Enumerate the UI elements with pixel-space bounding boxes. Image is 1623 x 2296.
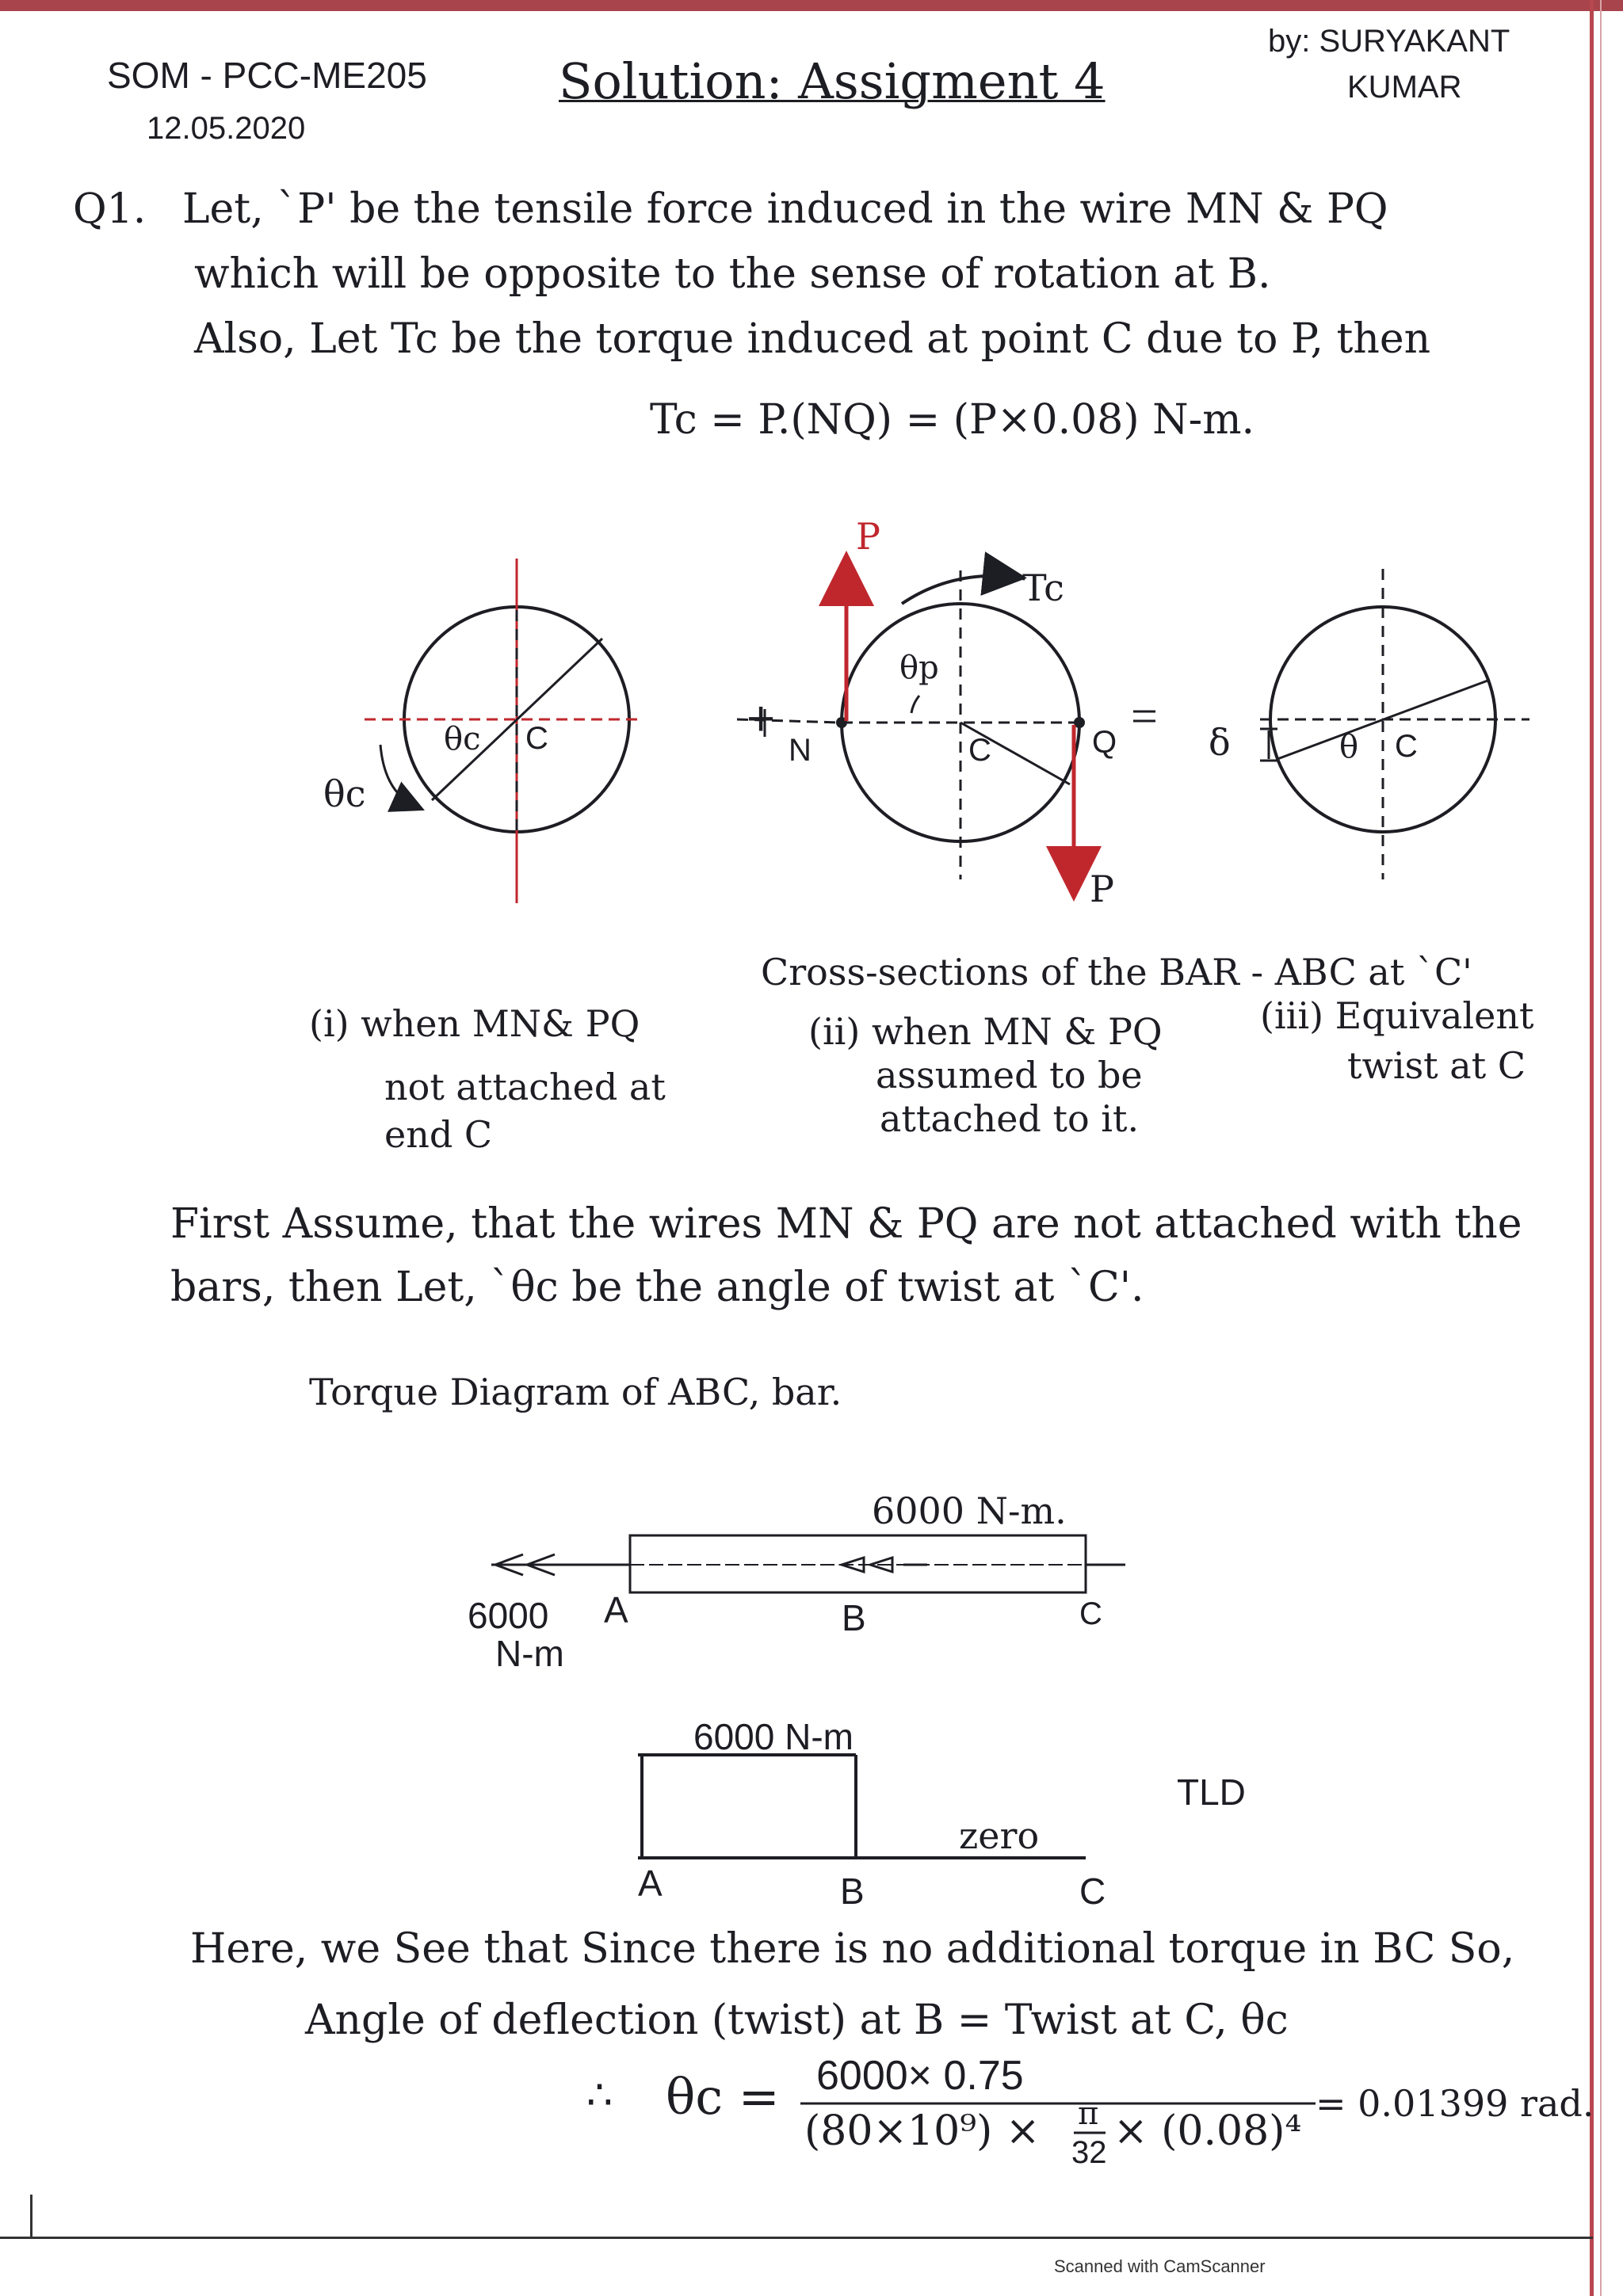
theta-p-label: θp [899,650,939,686]
right-cross-section [1260,569,1529,879]
theta-c-result: = 0.01399 rad. [1316,2082,1594,2125]
conclusion-line-2: Angle of deflection (twist) at B = Twist at C, θc [305,1997,1289,2044]
bar-label-c: C [1079,1596,1102,1631]
case-1-line-3: end C [384,1113,493,1156]
left-torque-unit: N-m [495,1633,564,1674]
left-center-label: C [525,721,548,756]
plus-sign: + [747,692,776,746]
p-top-label: P [856,515,880,558]
question-number: Q1. [73,185,147,233]
fraction-denominator-b: × (0.08)⁴ [1113,2107,1302,2155]
author-line-1: by: SURYAKANT [1268,24,1510,59]
question-line-1: Let, `P' be the tensile force induced in the wire MN & PQ [182,185,1388,233]
tld-label-c: C [1079,1871,1106,1912]
left-torque-value: 6000 [468,1595,549,1636]
case-1-line-2: not attached at [384,1066,666,1108]
case-3-line-1: (iii) Equivalent [1260,994,1534,1037]
top-torque-label: 6000 N-m. [872,1489,1067,1532]
right-theta-label: θ [1339,729,1359,765]
case-2-line-2: assumed to be [876,1054,1143,1097]
therefore-sign: ∴ [586,2072,613,2119]
tc-label: Tc [1022,566,1064,609]
tld-value-label: 6000 N-m [693,1716,854,1757]
torque-diagram-heading: Torque Diagram of ABC, bar. [309,1371,842,1413]
bar-label-a: A [604,1589,628,1630]
delta-label: δ [1209,721,1231,764]
bar-label-b: B [842,1597,866,1638]
tld-label-b: B [840,1871,865,1912]
author-line-2: KUMAR [1347,70,1462,105]
fraction-denominator-a: (80×10⁹) × [804,2107,1041,2155]
assume-line-1: First Assume, that the wires MN & PQ are not attached with the [170,1200,1522,1248]
bar-abc-drawing [491,1535,1125,1592]
tld-zero-label: zero [959,1814,1040,1857]
left-cross-section [365,559,642,903]
pi-symbol: π [1078,2096,1099,2132]
theta-c-lhs: θc = [666,2068,780,2126]
n-label: N [789,733,812,768]
question-line-3: Also, Let Tc be the torque induced at point C due to P, then [194,315,1431,363]
right-center-label: C [1395,729,1418,764]
cross-section-caption: Cross-sections of the BAR - ABC at `C' [761,951,1472,994]
q-label: Q [1092,725,1117,760]
tld-name: TLD [1177,1772,1246,1813]
case-3-line-2: twist at C [1347,1044,1526,1087]
p-bottom-label: P [1090,868,1114,910]
left-theta-label: θc [323,772,366,815]
scanner-watermark: Scanned with CamScanner [1054,2256,1266,2276]
thirty-two: 32 [1071,2135,1107,2170]
case-2-line-1: (ii) when MN & PQ [808,1010,1163,1053]
case-1-line-1: (i) when MN& PQ [309,1002,640,1045]
left-inner-theta: θc [444,721,481,757]
course-code: SOM - PCC-ME205 [107,55,427,96]
assume-line-2: bars, then Let, `θc be the angle of twist at `C'. [170,1264,1144,1311]
page-title: Solution: Assigment 4 [559,52,1106,110]
conclusion-line-1: Here, we See that Since there is no additional torque in BC So, [190,1925,1515,1973]
fraction-numerator: 6000× 0.75 [816,2053,1024,2099]
question-line-2: which will be opposite to the sense of rotation at B. [194,250,1271,298]
date: 12.05.2020 [147,111,306,146]
case-2-line-3: attached to it. [880,1097,1140,1140]
torque-equation: Tc = P.(NQ) = (P×0.08) N-m. [650,396,1255,444]
middle-center-label: C [968,733,991,768]
tld-label-a: A [638,1863,663,1904]
